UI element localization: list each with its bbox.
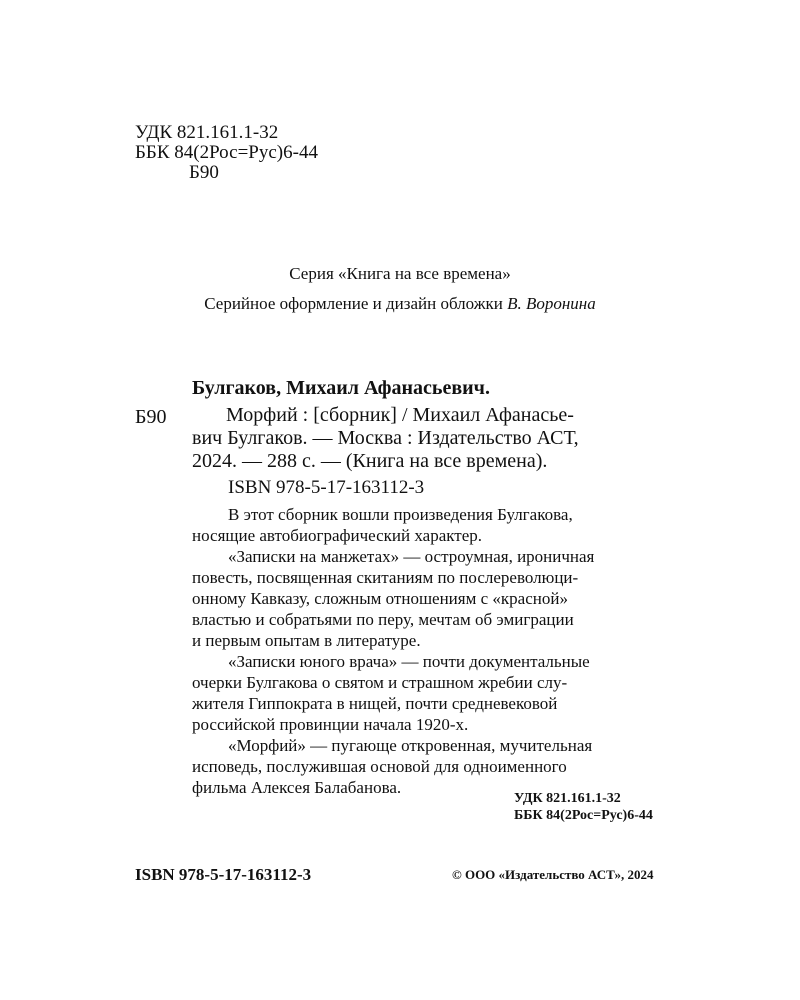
- annotation-line: российской провинции начала 1920-х.: [192, 715, 469, 734]
- annotation-line: онному Кавказу, сложным отношениям с «красной»: [192, 589, 568, 608]
- design-credit-text: Серийное оформление и дизайн обложки: [204, 294, 508, 313]
- annotation-line: В этот сборник вошли произведения Булгакова,: [228, 505, 573, 524]
- bbk-code: ББК 84(2Рос=Рус)6-44: [135, 142, 318, 163]
- designer-name: В. Воронина: [507, 294, 596, 313]
- bottom-classification-codes: [514, 790, 653, 824]
- footer-isbn: ISBN 978-5-17-163112-3: [135, 865, 312, 884]
- record-author-mark: Б90: [135, 406, 167, 428]
- biblio-line: вич Булгаков. — Москва : Издательство АСТ,: [192, 427, 579, 449]
- annotation-line: и первым опытам в литературе.: [192, 631, 421, 650]
- annotation-line: повесть, посвященная скитаниям по послереволюци-: [192, 568, 579, 587]
- design-credit: [0, 294, 800, 314]
- classification-codes: [135, 123, 318, 183]
- annotation-line: очерки Булгакова о святом и страшном жребии слу-: [192, 673, 568, 692]
- author-mark: Б90: [189, 162, 219, 183]
- record-isbn: ISBN 978-5-17-163112-3: [228, 477, 425, 498]
- annotation-line: «Записки на манжетах» — остроумная, ироничная: [228, 547, 595, 566]
- annotation-line: носящие автобиографический характер.: [192, 526, 482, 545]
- udk-code: УДК 821.161.1-32: [135, 122, 279, 143]
- annotation-line: фильма Алексея Балабанова.: [192, 778, 402, 797]
- bottom-udk-code: УДК 821.161.1-32: [514, 791, 621, 806]
- bottom-bbk-code: ББК 84(2Рос=Рус)6-44: [514, 808, 653, 823]
- bibliographic-description: [192, 404, 579, 473]
- biblio-line: Морфий : [сборник] / Михаил Афанасье-: [226, 404, 574, 426]
- annotation-line: «Морфий» — пугающе откровенная, мучительная: [228, 736, 593, 755]
- annotation-line: жителя Гиппократа в нищей, почти средневековой: [192, 694, 558, 713]
- annotation-line: исповедь, послужившая основой для одноименного: [192, 757, 567, 776]
- copyright-notice: © ООО «Издательство АСТ», 2024: [452, 867, 654, 882]
- biblio-line: 2024. — 288 с. — (Книга на все времена).: [192, 450, 548, 472]
- annotation-line: «Записки юного врача» — почти документальные: [228, 652, 590, 671]
- annotation-line: властью и собратьями по перу, мечтам об эмиграции: [192, 610, 574, 629]
- series-title: Серия «Книга на все времена»: [289, 264, 511, 283]
- annotation: [192, 504, 594, 798]
- author-heading: Булгаков, Михаил Афанасьевич.: [192, 377, 490, 399]
